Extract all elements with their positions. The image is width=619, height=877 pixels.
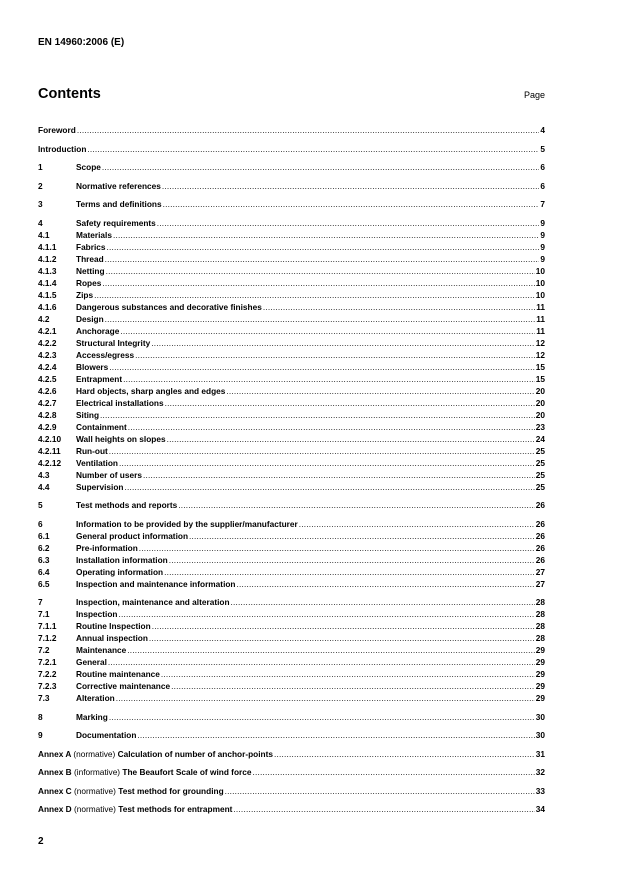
toc-entry-title: Pre-information [76,542,138,553]
toc-entry-number: 7.2 [38,645,50,655]
toc-entry-title: Inspection, maintenance and alteration [76,597,230,607]
dot-leader [105,253,540,265]
toc-entry-title: Siting [76,409,100,420]
toc-entry-number: 4.1.6 [38,301,57,312]
dot-leader [128,421,535,433]
toc-entry-page: 9 [540,241,545,252]
toc-entry[interactable] [38,542,545,554]
toc-entry-title: Run-out [76,445,108,456]
dot-leader [149,632,535,644]
dot-leader [105,313,536,325]
toc-entry-title: Hard objects, sharp angles and edges [76,385,226,396]
dot-leader [263,301,535,313]
dot-leader [119,457,535,469]
toc-entry-number: 4.1.3 [38,265,57,276]
page-column-label: Page [523,90,545,100]
toc-entry[interactable] [38,409,545,421]
toc-entry-title: Information to be provided by the supplier/manufacturer [76,518,298,529]
toc-entry-title: Number of users [76,469,142,480]
toc-entry-page: 9 [540,217,545,228]
toc-entry-title: Dangerous substances and decorative finishes [76,301,262,312]
toc-entry-number: 4.2 [38,313,50,324]
table-of-contents [38,124,545,815]
dot-leader [152,620,535,632]
toc-entry-number: 3 [38,199,43,209]
toc-entry-title: Safety requirements [76,217,156,228]
dot-leader [225,785,535,797]
toc-entry-page: 34 [535,804,545,814]
toc-entry[interactable] [38,301,545,313]
toc-entry[interactable] [38,421,545,433]
toc-entry-page: 11 [536,313,545,324]
toc-entry-title: Ropes [76,277,102,288]
dot-leader [120,325,535,337]
dot-leader [127,644,535,656]
toc-entry[interactable] [38,481,545,493]
toc-entry-page: 23 [535,421,545,432]
dot-leader [119,608,535,620]
toc-entry[interactable] [38,785,545,797]
toc-entry[interactable] [38,277,545,289]
toc-entry-page: 25 [535,481,545,492]
toc-entry-title: Containment [76,421,127,432]
dot-leader [165,397,535,409]
toc-entry-title: Routine maintenance [76,669,160,679]
toc-entry-page: 9 [540,253,545,264]
toc-entry-title: Annex A (normative) Calculation of number of anchor-points [38,748,273,759]
toc-entry-title: Anchorage [76,325,120,336]
toc-entry-title: Netting [76,265,105,276]
toc-entry-number: 4.1 [38,229,50,240]
dot-leader [178,499,534,511]
dot-leader [108,656,535,668]
toc-entry-page: 26 [535,554,545,565]
toc-entry-title: Operating information [76,566,164,577]
toc-entry[interactable] [38,229,545,241]
toc-entry[interactable] [38,180,545,192]
dot-leader [135,349,535,361]
toc-entry-page: 27 [535,578,545,589]
toc-entry[interactable] [38,668,545,680]
dot-leader [274,748,535,760]
toc-entry-number: 4.2.6 [38,385,57,396]
toc-entry-page: 31 [535,748,545,759]
toc-entry-number: 8 [38,711,43,722]
toc-entry-page: 10 [535,265,545,276]
toc-entry[interactable] [38,766,545,778]
toc-entry-page: 15 [535,373,545,384]
toc-entry-title: Introduction [38,143,87,154]
dot-leader [157,217,540,229]
toc-entry-page: 12 [535,337,545,348]
toc-entry-page: 6 [540,180,545,191]
dot-leader [116,692,535,704]
toc-entry[interactable] [38,337,545,349]
toc-entry-page: 15 [535,361,545,372]
toc-entry-number: 2 [38,180,43,191]
toc-entry-number: 6.5 [38,578,50,589]
dot-leader [143,469,535,481]
toc-entry-page: 28 [535,609,545,619]
dot-leader [137,729,534,741]
dot-leader [87,143,539,155]
toc-entry[interactable] [38,289,545,301]
toc-entry-number: 4.2.11 [38,445,61,456]
toc-entry[interactable] [38,692,545,704]
toc-entry-title: Thread [76,253,104,264]
toc-entry-number: 4.1.2 [38,253,57,264]
toc-entry-title: Routine Inspection [76,621,151,631]
toc-entry-number: 7.1 [38,609,50,619]
toc-entry[interactable] [38,124,545,136]
toc-entry-number: 7.2.2 [38,669,57,679]
toc-entry-number: 4.1.1 [38,241,57,252]
toc-entry[interactable] [38,596,545,608]
toc-entry[interactable] [38,457,545,469]
toc-entry-number: 6.2 [38,542,50,553]
toc-entry-title: Annex B (informative) The Beaufort Scale of wind force [38,767,252,777]
toc-entry-page: 20 [535,385,545,396]
toc-entry[interactable] [38,711,545,723]
toc-entry-page: 30 [535,711,545,722]
toc-entry[interactable] [38,217,545,229]
toc-entry-number: 4.2.4 [38,361,57,372]
toc-entry-page: 4 [540,125,545,135]
toc-entry-page: 29 [535,669,545,679]
toc-entry[interactable] [38,241,545,253]
toc-entry-page: 6 [540,162,545,172]
toc-entry-page: 24 [535,433,545,444]
toc-entry[interactable] [38,554,545,566]
dot-leader [113,229,539,241]
toc-entry[interactable] [38,530,545,542]
footer-page-number: 2 [38,836,44,847]
dot-leader [299,518,535,530]
toc-entry-page: 25 [535,469,545,480]
dot-leader [77,124,540,136]
toc-entry-page: 29 [535,657,545,667]
toc-entry[interactable] [38,620,545,632]
toc-entry-title: Maintenance [76,645,127,655]
toc-entry-title: Test methods and reports [76,500,178,510]
toc-entry[interactable] [38,198,545,210]
toc-entry[interactable] [38,748,545,760]
toc-entry-page: 25 [535,457,545,468]
toc-entry-page: 26 [535,542,545,553]
dot-leader [109,711,535,723]
toc-entry-number: 4.2.8 [38,409,57,420]
toc-entry[interactable] [38,385,545,397]
toc-entry-page: 33 [535,785,545,796]
dot-leader [125,481,535,493]
toc-entry[interactable] [38,161,545,173]
toc-entry-number: 4.3 [38,469,50,480]
toc-entry-number: 4.1.4 [38,277,57,288]
toc-entry[interactable] [38,803,545,815]
dot-leader [107,241,540,253]
toc-entry[interactable] [38,518,545,530]
toc-entry[interactable] [38,361,545,373]
toc-entry-number: 4.4 [38,481,50,492]
toc-entry-title: Materials [76,229,112,240]
toc-entry[interactable] [38,445,545,457]
toc-entry-title: Access/egress [76,349,135,360]
toc-entry[interactable] [38,433,545,445]
toc-entry-title: Fabrics [76,241,106,252]
dot-leader [237,578,535,590]
dot-leader [109,361,534,373]
annex-type-note: (normative) [73,785,116,796]
dot-leader [100,409,535,421]
toc-entry[interactable] [38,566,545,578]
toc-entry-page: 20 [535,409,545,420]
toc-entry-title: Electrical installations [76,397,164,408]
toc-entry-page: 26 [535,500,545,510]
toc-entry[interactable] [38,349,545,361]
dot-leader [94,289,535,301]
dot-leader [169,554,535,566]
toc-entry[interactable] [38,325,545,337]
dot-leader [109,445,535,457]
toc-entry[interactable] [38,656,545,668]
toc-entry-number: 4 [38,217,43,228]
annex-type-note: (normative) [73,748,116,759]
toc-entry[interactable] [38,143,545,155]
toc-entry-page: 32 [535,767,545,777]
toc-entry-page: 7 [540,199,545,209]
toc-entry-page: 29 [535,681,545,691]
toc-entry-title: General [76,657,107,667]
toc-entry-page: 10 [535,277,545,288]
toc-entry-page: 11 [536,325,545,336]
toc-entry[interactable] [38,469,545,481]
toc-entry-page: 10 [535,289,545,300]
toc-entry-page: 26 [535,530,545,541]
toc-entry-number: 4.2.3 [38,349,57,360]
toc-entry-title: Supervision [76,481,124,492]
toc-entry-number: 7.2.3 [38,681,57,691]
toc-entry-number: 4.2.7 [38,397,57,408]
toc-entry-title: Corrective maintenance [76,681,171,691]
toc-entry-page: 28 [535,633,545,643]
dot-leader [102,161,539,173]
dot-leader [164,566,535,578]
toc-entry[interactable] [38,313,545,325]
toc-entry-number: 9 [38,730,43,740]
dot-leader [231,596,535,608]
toc-entry[interactable] [38,253,545,265]
dot-leader [252,766,534,778]
toc-entry-page: 27 [535,566,545,577]
toc-entry-number: 7.3 [38,693,50,703]
toc-entry-title: Normative references [76,180,161,191]
toc-entry-title: Wall heights on slopes [76,433,166,444]
toc-entry-title: Entrapment [76,373,123,384]
dot-leader [106,265,535,277]
toc-entry-title: Annual inspection [76,633,148,643]
toc-entry-title: Documentation [76,730,137,740]
toc-entry-page: 28 [535,621,545,631]
toc-entry-title: Alteration [76,693,115,703]
toc-entry[interactable] [38,578,545,590]
toc-entry-title: Zips [76,289,94,300]
dot-leader [167,433,535,445]
toc-entry-title: Scope [76,162,101,172]
toc-entry[interactable] [38,680,545,692]
dot-leader [233,803,534,815]
toc-entry-number: 4.2.5 [38,373,57,384]
toc-entry-title: Installation information [76,554,168,565]
toc-entry-title: Annex D (normative) Test methods for entrapment [38,804,233,814]
toc-entry[interactable] [38,499,545,511]
toc-entry-number: 4.1.5 [38,289,57,300]
toc-entry-page: 11 [536,301,545,312]
toc-entry-page: 5 [540,143,545,154]
toc-entry-number: 6 [38,518,43,529]
toc-entry-page: 9 [540,229,545,240]
toc-entry-number: 1 [38,162,43,172]
dot-leader [151,337,535,349]
toc-entry-title: Blowers [76,361,109,372]
toc-entry[interactable] [38,644,545,656]
toc-entry-title: General product information [76,530,189,541]
toc-entry-number: 7.1.2 [38,633,57,643]
toc-entry-number: 4.2.1 [38,325,57,336]
toc-entry[interactable] [38,632,545,644]
document-id: EN 14960:2006 (E) [38,37,125,48]
toc-entry[interactable] [38,373,545,385]
dot-leader [162,180,540,192]
toc-entry-number: 4.2.12 [38,457,62,468]
toc-entry-title: Marking [76,711,108,722]
toc-entry-title: Ventilation [76,457,118,468]
toc-entry-page: 25 [535,445,545,456]
toc-entry[interactable] [38,397,545,409]
toc-entry-number: 7.1.1 [38,621,57,631]
page-title: Contents [38,86,101,102]
toc-entry-page: 29 [535,693,545,703]
toc-entry[interactable] [38,265,545,277]
toc-entry-title: Inspection [76,609,118,619]
toc-entry-title: Design [76,313,104,324]
dot-leader [139,542,535,554]
annex-type-note: (informative) [73,767,121,777]
toc-entry-number: 5 [38,500,43,510]
toc-entry-page: 12 [535,349,545,360]
toc-entry-page: 29 [535,645,545,655]
toc-entry-page: 26 [535,518,545,529]
toc-entry-number: 6.4 [38,566,50,577]
toc-entry-title: Foreword [38,125,76,135]
toc-entry-number: 7 [38,597,43,607]
toc-entry-number: 6.1 [38,530,50,541]
dot-leader [171,680,535,692]
toc-entry-number: 4.2.10 [38,433,62,444]
toc-entry-title: Structural Integrity [76,337,151,348]
toc-entry-title: Inspection and maintenance information [76,578,236,589]
toc-entry-number: 7.2.1 [38,657,57,667]
toc-entry-page: 20 [535,397,545,408]
dot-leader [163,198,540,210]
toc-entry-title: Terms and definitions [76,199,162,209]
toc-entry-number: 6.3 [38,554,50,565]
toc-entry-title: Annex C (normative) Test method for grounding [38,785,224,796]
annex-type-note: (normative) [73,804,116,814]
dot-leader [123,373,535,385]
toc-entry-page: 28 [535,597,545,607]
toc-entry-number: 4.2.2 [38,337,57,348]
dot-leader [102,277,534,289]
toc-entry[interactable] [38,608,545,620]
dot-leader [226,385,534,397]
dot-leader [189,530,535,542]
toc-entry[interactable] [38,729,545,741]
dot-leader [161,668,535,680]
toc-entry-number: 4.2.9 [38,421,57,432]
toc-entry-page: 30 [535,730,545,740]
